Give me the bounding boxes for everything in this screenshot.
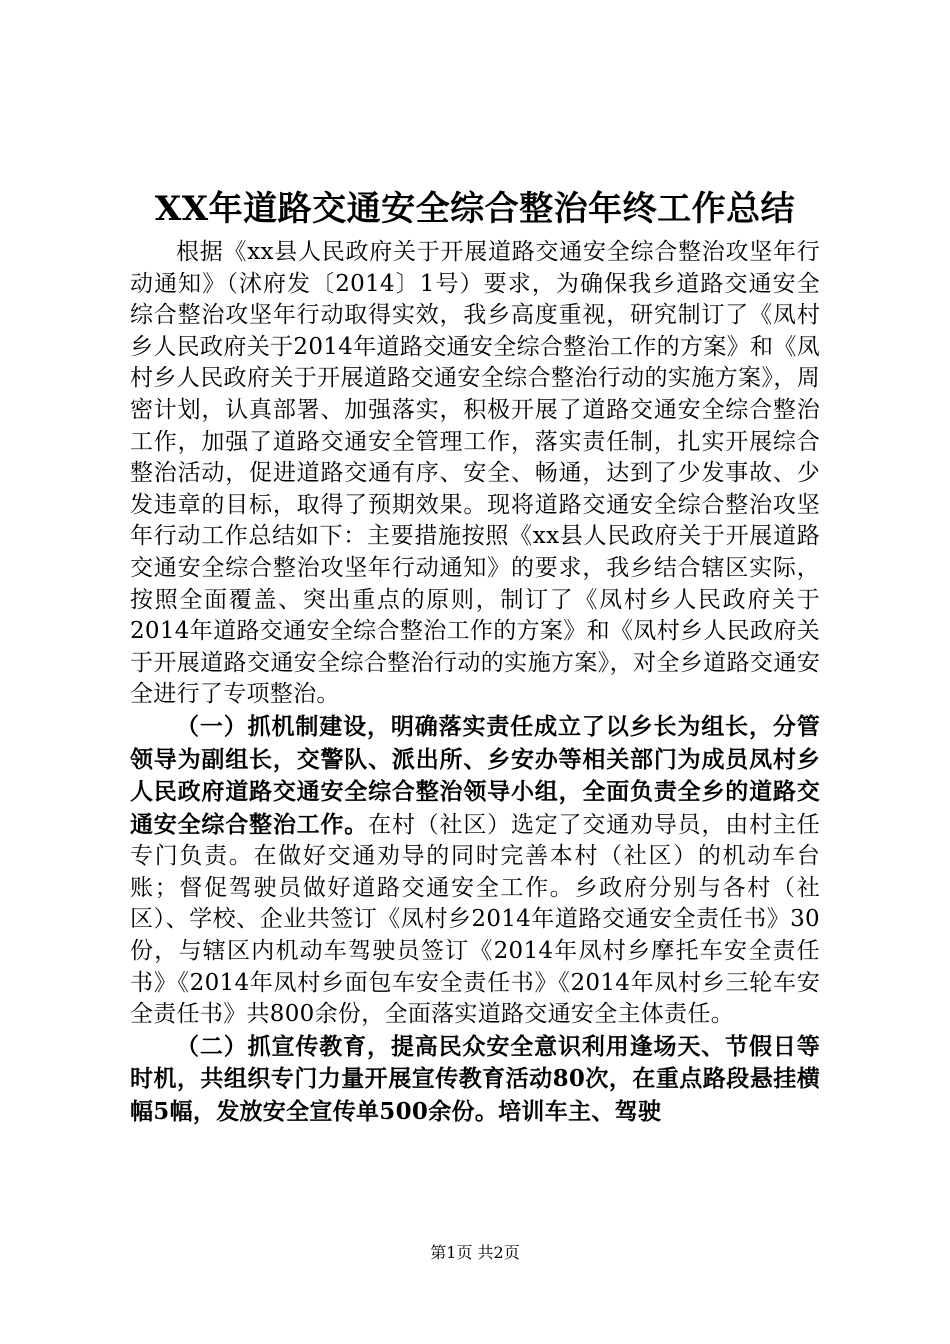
document-body — [130, 236, 820, 1129]
paragraph-mechanism — [130, 711, 820, 1031]
document-title: XX年道路交通安全综合整治年终工作总结 — [154, 189, 796, 229]
paragraph-intro — [130, 236, 820, 711]
paragraph-publicity — [130, 1031, 820, 1129]
page-footer: 第1页 共2页 — [430, 1243, 520, 1262]
paragraph-text: 在村（社区）选定了交通劝导员，由村主任专门负责。在做好交通劝导的同时完善本村（社区）的机动车台账；督促驾驶员做好道路交通安全工作。乡政府分别与各村（社区）、学校、企业共签订《凤村乡2014年道路交通安全责任书》30份，与辖区内机动车驾驶员签订《2014年凤村乡摩托车安全责任书》《2014年凤村乡面包车安全责任书》《2014年凤村乡三轮车安全责任书》共800余份，全面落实道路交通安全主体责任。 — [130, 811, 821, 1028]
paragraph-text: 根据《xx县人民政府关于开展道路交通安全综合整治攻坚年行动通知》（沭府发〔2014〕1号）要求，为确保我乡道路交通安全综合整治攻坚年行动取得实效，我乡高度重视，研究制订了《凤村乡人民政府关于2014年道路交通安全综合整治工作的方案》和《凤村乡人民政府关于开展道路交通安全综合整治行动的实施方案》，周密计划，认真部署、加强落实，积极开展了道路交通安全综合整治工作，加强了道路交通安全管理工作，落实责任制，扎实开展综合整治活动，促进道路交通有序、安全、畅通，达到了少发事故、少发违章的目标，取得了预期效果。现将道路交通安全综合整治攻坚年行动工作总结如下：主要措施按照《xx县人民政府关于开展道路交通安全综合整治攻坚年行动通知》的要求，我乡结合辖区实际，按照全面覆盖、突出重点的原则，制订了《凤村乡人民政府关于2014年道路交通安全综合整治工作的方案》和《凤村乡人民政府关于开展道路交通安全综合整治行动的实施方案》，对全乡道路交通安全进行了专项整治。 — [130, 239, 820, 708]
paragraph-lead: （一）抓机制建设，明确落实责任成立了以乡长为组长，分管领导为副组长，交警队、派出所、乡安办等相关部门为成员凤村乡人民政府道路交通安全综合整治领导小组，全面负责全乡的道路交通安全综合整治工作。 — [130, 712, 820, 838]
paragraph-lead: （二）抓宣传教育，提高民众安全意识利用逢场天、节假日等时机，共组织专门力量开展宣传教育活动80次，在重点路段悬挂横幅5幅，发放安全宣传单500余份。培训车主、驾驶 — [130, 1032, 820, 1126]
